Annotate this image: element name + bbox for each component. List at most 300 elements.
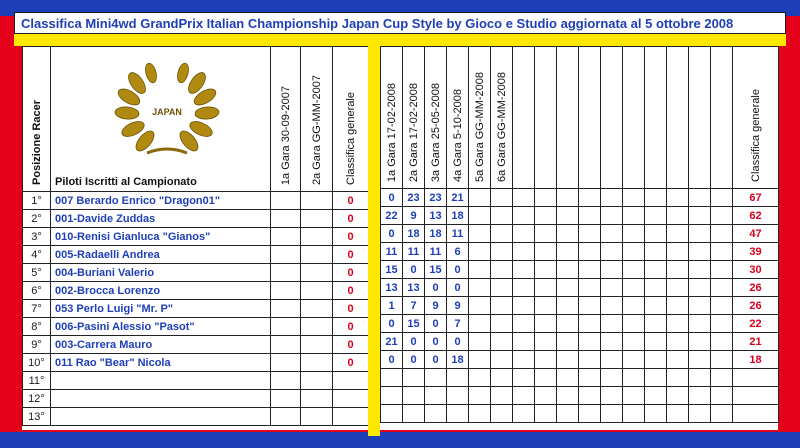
total-points-cell: 26 (733, 279, 779, 297)
race-2008-cell (469, 207, 491, 225)
empty-cell (645, 387, 667, 405)
yellow-band (14, 34, 786, 46)
empty-cell (535, 279, 557, 297)
empty-cell (667, 333, 689, 351)
empty-cell (601, 279, 623, 297)
total-2007-cell: 0 (333, 264, 369, 282)
total-2007-cell: 0 (333, 210, 369, 228)
race-2008-cell (447, 369, 469, 387)
race-2007-2-header: 2a Gara GG-MM-2007 (301, 47, 333, 192)
empty-cell (711, 405, 733, 423)
empty-cell (557, 207, 579, 225)
total-2007-header: Classifica generale (333, 47, 369, 192)
empty-cell (689, 387, 711, 405)
empty-cell (623, 243, 645, 261)
race-2008-cell: 18 (447, 351, 469, 369)
empty-cell (579, 279, 601, 297)
empty-cell (579, 351, 601, 369)
race-2008-cell (469, 189, 491, 207)
race-2008-cell (491, 207, 513, 225)
empty-cell (557, 405, 579, 423)
position-cell: 7° (23, 300, 51, 318)
total-points-cell (733, 387, 779, 405)
race-2008-cell (469, 243, 491, 261)
race-2008-cell: 0 (381, 189, 403, 207)
empty-cell (667, 243, 689, 261)
position-cell: 1° (23, 192, 51, 210)
empty-cell (535, 315, 557, 333)
empty-cell (711, 261, 733, 279)
empty-header (557, 47, 579, 189)
empty-cell (711, 387, 733, 405)
empty-cell (601, 387, 623, 405)
empty-cell (689, 315, 711, 333)
empty-cell (579, 261, 601, 279)
bottom-blue-bar (0, 432, 800, 448)
empty-cell (667, 369, 689, 387)
race-2008-cell (381, 387, 403, 405)
race-2008-cell (491, 243, 513, 261)
empty-cell (535, 387, 557, 405)
position-cell: 3° (23, 228, 51, 246)
standings-left-panel (22, 46, 368, 430)
race-2008-cell (469, 351, 491, 369)
pilots-header (51, 47, 271, 192)
empty-cell (535, 369, 557, 387)
race-2008-cell (469, 333, 491, 351)
pilot-name-cell: 002-Brocca Lorenzo (51, 282, 271, 300)
empty-cell (557, 261, 579, 279)
race-2008-cell (403, 369, 425, 387)
race-2008-cell (491, 333, 513, 351)
table-row (23, 372, 369, 390)
race-2008-cell (491, 225, 513, 243)
standings-table-left (22, 46, 369, 426)
empty-cell (645, 351, 667, 369)
race-2007-1-cell (271, 228, 301, 246)
position-cell: 9° (23, 336, 51, 354)
race-2008-cell (469, 369, 491, 387)
empty-header (667, 47, 689, 189)
empty-cell (689, 279, 711, 297)
empty-cell (513, 225, 535, 243)
race-2008-cell (403, 405, 425, 423)
table-row (381, 333, 779, 351)
total-2007-cell: 0 (333, 336, 369, 354)
race-2008-cell (447, 387, 469, 405)
race-2008-cell: 11 (425, 243, 447, 261)
total-2007-cell: 0 (333, 318, 369, 336)
empty-cell (667, 405, 689, 423)
table-row (23, 390, 369, 408)
empty-cell (689, 189, 711, 207)
race-2008-cell: 1 (381, 297, 403, 315)
race-2007-2-cell (301, 300, 333, 318)
standings-table-right (380, 46, 779, 423)
empty-header (579, 47, 601, 189)
empty-cell (689, 333, 711, 351)
race-2008-cell: 11 (403, 243, 425, 261)
page-title: Classifica Mini4wd GrandPrix Italian Championship Japan Cup Style by Gioco e Studio aggiornata al 5 ottobre 2008 (21, 16, 734, 31)
table-row (381, 243, 779, 261)
race-2008-cell: 11 (381, 243, 403, 261)
race-2007-2-cell (301, 282, 333, 300)
empty-cell (535, 207, 557, 225)
empty-cell (535, 351, 557, 369)
empty-cell (623, 207, 645, 225)
race-2007-1-header: 1a Gara 30-09-2007 (271, 47, 301, 192)
race-2008-cell (491, 315, 513, 333)
race-2008-cell: 0 (381, 225, 403, 243)
empty-cell (645, 405, 667, 423)
race-2008-cell: 0 (447, 279, 469, 297)
empty-cell (623, 279, 645, 297)
total-points-cell: 47 (733, 225, 779, 243)
total-2007-cell (333, 408, 369, 426)
pilot-name-cell (51, 408, 271, 426)
race-2008-cell (403, 387, 425, 405)
total-2007-cell: 0 (333, 192, 369, 210)
empty-header (601, 47, 623, 189)
race-2008-cell: 9 (425, 297, 447, 315)
race-2008-cell: 23 (425, 189, 447, 207)
empty-cell (645, 243, 667, 261)
empty-cell (689, 405, 711, 423)
race-2008-cell: 15 (425, 261, 447, 279)
race-2008-cell: 0 (381, 351, 403, 369)
race-2007-2-cell (301, 210, 333, 228)
pilot-name-cell: 006-Pasini Alessio "Pasot" (51, 318, 271, 336)
race-2008-cell (447, 405, 469, 423)
position-cell: 5° (23, 264, 51, 282)
race-2008-header: 5a Gara GG-MM-2008 (469, 47, 491, 189)
empty-cell (557, 297, 579, 315)
empty-cell (667, 225, 689, 243)
empty-header (513, 47, 535, 189)
race-2008-cell: 13 (403, 279, 425, 297)
race-2007-2-cell (301, 192, 333, 210)
pilot-name-cell: 001-Davide Zuddas (51, 210, 271, 228)
empty-cell (579, 333, 601, 351)
empty-cell (711, 351, 733, 369)
table-row (23, 408, 369, 426)
total-points-cell: 18 (733, 351, 779, 369)
pilot-name-cell: 005-Radaelli Andrea (51, 246, 271, 264)
race-2008-header: 2a Gara 17-02-2008 (403, 47, 425, 189)
race-2007-2-cell (301, 372, 333, 390)
table-row (381, 189, 779, 207)
empty-cell (689, 243, 711, 261)
title-banner (14, 12, 786, 34)
race-2008-cell: 0 (403, 333, 425, 351)
table-row (381, 207, 779, 225)
empty-cell (645, 315, 667, 333)
empty-cell (689, 351, 711, 369)
race-2008-cell: 18 (447, 207, 469, 225)
race-2007-1-cell (271, 282, 301, 300)
position-cell: 6° (23, 282, 51, 300)
race-2008-cell (469, 225, 491, 243)
race-2008-cell: 0 (381, 315, 403, 333)
empty-cell (711, 225, 733, 243)
total-points-cell: 30 (733, 261, 779, 279)
race-2007-1-cell (271, 372, 301, 390)
empty-cell (623, 189, 645, 207)
empty-cell (667, 207, 689, 225)
empty-cell (557, 243, 579, 261)
total-2007-cell: 0 (333, 354, 369, 372)
table-row (23, 282, 369, 300)
empty-cell (579, 243, 601, 261)
empty-cell (557, 315, 579, 333)
table-row (23, 246, 369, 264)
race-2008-cell (491, 387, 513, 405)
empty-cell (601, 189, 623, 207)
empty-cell (667, 189, 689, 207)
empty-cell (557, 225, 579, 243)
race-2008-cell (381, 405, 403, 423)
race-2007-2-cell (301, 246, 333, 264)
empty-cell (601, 405, 623, 423)
empty-cell (689, 297, 711, 315)
position-cell: 10° (23, 354, 51, 372)
total-2007-cell (333, 390, 369, 408)
empty-header (689, 47, 711, 189)
empty-cell (645, 225, 667, 243)
position-cell: 2° (23, 210, 51, 228)
race-2008-cell: 18 (425, 225, 447, 243)
race-2008-cell (425, 405, 447, 423)
empty-cell (535, 261, 557, 279)
race-2008-cell: 0 (403, 351, 425, 369)
empty-cell (535, 243, 557, 261)
race-2008-cell (491, 297, 513, 315)
race-2008-cell: 23 (403, 189, 425, 207)
empty-cell (557, 351, 579, 369)
race-2008-cell: 22 (381, 207, 403, 225)
race-2007-1-cell (271, 210, 301, 228)
empty-cell (711, 189, 733, 207)
table-row (23, 192, 369, 210)
empty-cell (601, 333, 623, 351)
empty-cell (689, 261, 711, 279)
empty-cell (601, 207, 623, 225)
total-points-cell: 67 (733, 189, 779, 207)
empty-cell (535, 405, 557, 423)
empty-cell (711, 243, 733, 261)
race-2008-cell: 0 (425, 279, 447, 297)
table-row (381, 279, 779, 297)
race-2007-2-cell (301, 264, 333, 282)
pilot-name-cell: 004-Buriani Valerio (51, 264, 271, 282)
empty-cell (601, 225, 623, 243)
race-2007-2-cell (301, 336, 333, 354)
empty-cell (513, 369, 535, 387)
race-2008-header: 4a Gara 5-10-2008 (447, 47, 469, 189)
race-2007-2-cell (301, 390, 333, 408)
empty-cell (579, 189, 601, 207)
empty-cell (645, 369, 667, 387)
empty-cell (711, 279, 733, 297)
race-2007-1-cell (271, 318, 301, 336)
table-row (23, 354, 369, 372)
empty-cell (579, 387, 601, 405)
table-row (23, 300, 369, 318)
empty-cell (645, 261, 667, 279)
position-header: Posizione Racer (23, 47, 51, 192)
empty-cell (667, 315, 689, 333)
race-2008-cell (425, 387, 447, 405)
race-2008-cell (469, 297, 491, 315)
race-2008-cell (381, 369, 403, 387)
empty-cell (535, 189, 557, 207)
table-row (381, 369, 779, 387)
empty-cell (557, 387, 579, 405)
race-2007-1-cell (271, 264, 301, 282)
empty-cell (689, 225, 711, 243)
empty-cell (711, 333, 733, 351)
empty-cell (645, 279, 667, 297)
position-cell: 13° (23, 408, 51, 426)
race-2008-cell: 21 (447, 189, 469, 207)
race-2007-2-cell (301, 318, 333, 336)
table-row (23, 318, 369, 336)
race-2008-cell (491, 261, 513, 279)
race-2008-cell: 21 (381, 333, 403, 351)
race-2008-cell: 0 (403, 261, 425, 279)
race-2008-header: 6a Gara GG-MM-2008 (491, 47, 513, 189)
pilot-name-cell: 003-Carrera Mauro (51, 336, 271, 354)
empty-cell (513, 315, 535, 333)
table-row (381, 405, 779, 423)
total-points-cell (733, 369, 779, 387)
total-points-cell: 21 (733, 333, 779, 351)
race-2008-cell (469, 315, 491, 333)
table-row (381, 297, 779, 315)
race-2008-cell (491, 279, 513, 297)
race-2007-1-cell (271, 408, 301, 426)
race-2008-cell: 13 (425, 207, 447, 225)
empty-cell (645, 207, 667, 225)
race-2007-2-cell (301, 408, 333, 426)
empty-cell (513, 279, 535, 297)
empty-cell (557, 279, 579, 297)
pilot-name-cell: 007 Berardo Enrico "Dragon01" (51, 192, 271, 210)
race-2007-1-cell (271, 390, 301, 408)
empty-cell (579, 369, 601, 387)
standings-right-panel (380, 46, 778, 430)
race-2008-cell (469, 387, 491, 405)
race-2008-cell (469, 405, 491, 423)
empty-header (711, 47, 733, 189)
empty-cell (689, 369, 711, 387)
empty-cell (623, 261, 645, 279)
race-2008-cell: 0 (425, 351, 447, 369)
total-header: Classifica generale (733, 47, 779, 189)
empty-cell (623, 405, 645, 423)
empty-cell (513, 189, 535, 207)
empty-cell (601, 297, 623, 315)
race-2008-cell: 7 (447, 315, 469, 333)
race-2008-cell (469, 279, 491, 297)
empty-cell (667, 351, 689, 369)
empty-cell (623, 369, 645, 387)
empty-cell (601, 315, 623, 333)
empty-cell (645, 189, 667, 207)
empty-cell (513, 297, 535, 315)
empty-cell (513, 351, 535, 369)
empty-cell (623, 387, 645, 405)
table-row (381, 351, 779, 369)
race-2008-cell (425, 369, 447, 387)
race-2008-cell: 0 (425, 333, 447, 351)
total-2007-cell: 0 (333, 282, 369, 300)
position-cell: 4° (23, 246, 51, 264)
race-2008-cell (491, 405, 513, 423)
empty-header (535, 47, 557, 189)
pilot-name-cell (51, 390, 271, 408)
empty-cell (513, 387, 535, 405)
total-2007-cell: 0 (333, 228, 369, 246)
position-cell: 11° (23, 372, 51, 390)
empty-cell (711, 369, 733, 387)
laurel-wreath-logo-icon (107, 53, 227, 163)
empty-header (645, 47, 667, 189)
total-2007-cell (333, 372, 369, 390)
race-2008-cell: 9 (403, 207, 425, 225)
position-cell: 8° (23, 318, 51, 336)
total-points-cell: 22 (733, 315, 779, 333)
race-2007-1-cell (271, 192, 301, 210)
empty-cell (601, 369, 623, 387)
race-2008-cell: 7 (403, 297, 425, 315)
race-2008-header: 3a Gara 25-05-2008 (425, 47, 447, 189)
pilot-name-cell: 011 Rao "Bear" Nicola (51, 354, 271, 372)
race-2008-cell (491, 189, 513, 207)
race-2008-cell (491, 351, 513, 369)
pilot-name-cell (51, 372, 271, 390)
pilot-name-cell: 053 Perlo Luigi "Mr. P" (51, 300, 271, 318)
race-2008-cell: 18 (403, 225, 425, 243)
total-points-cell: 39 (733, 243, 779, 261)
empty-cell (601, 351, 623, 369)
empty-cell (579, 405, 601, 423)
race-2007-2-cell (301, 354, 333, 372)
svg-text:JAPAN: JAPAN (152, 107, 182, 117)
position-cell: 12° (23, 390, 51, 408)
empty-cell (601, 261, 623, 279)
yellow-divider (368, 44, 380, 436)
race-2008-cell: 6 (447, 243, 469, 261)
empty-cell (513, 261, 535, 279)
empty-header (623, 47, 645, 189)
empty-cell (535, 297, 557, 315)
race-2007-1-cell (271, 246, 301, 264)
empty-cell (645, 297, 667, 315)
empty-cell (623, 333, 645, 351)
table-row (23, 336, 369, 354)
empty-cell (623, 225, 645, 243)
empty-cell (579, 315, 601, 333)
race-2008-cell: 0 (425, 315, 447, 333)
race-2007-1-cell (271, 336, 301, 354)
race-2008-cell: 0 (447, 333, 469, 351)
table-row (23, 264, 369, 282)
empty-cell (535, 333, 557, 351)
pilot-name-cell: 010-Renisi Gianluca "Gianos" (51, 228, 271, 246)
race-2008-cell (469, 261, 491, 279)
empty-cell (711, 207, 733, 225)
